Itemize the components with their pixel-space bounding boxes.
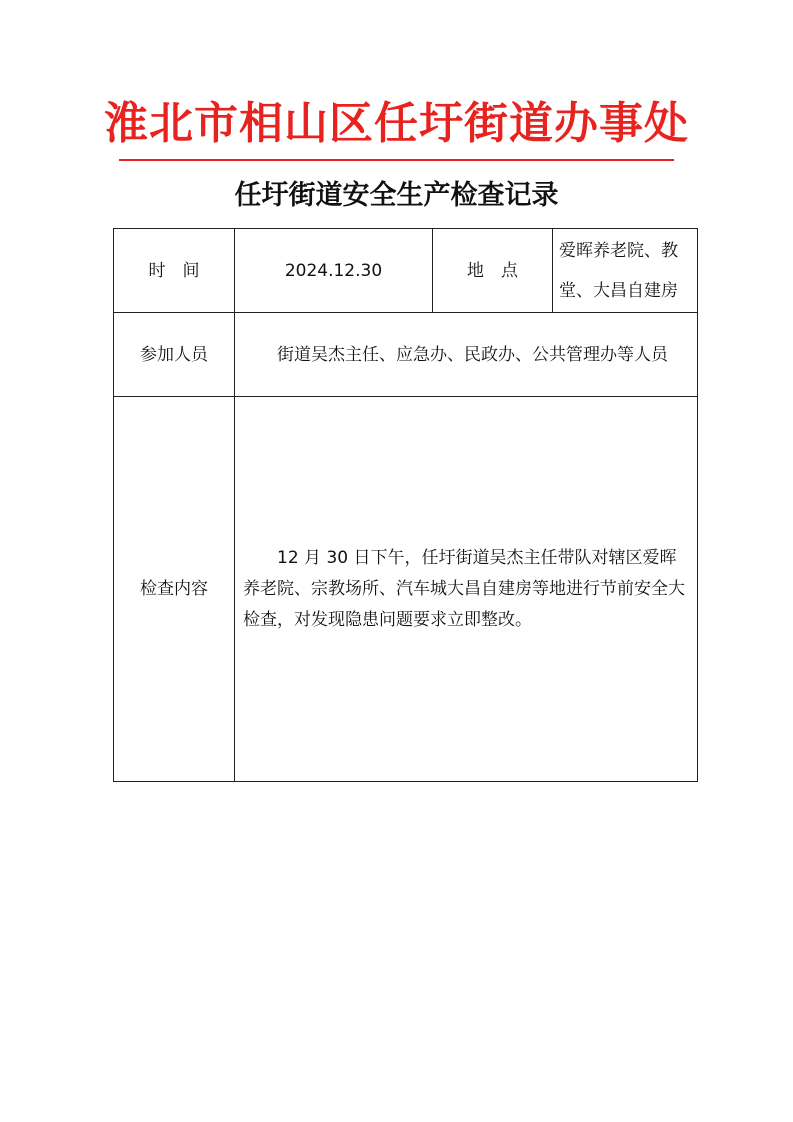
time-value: 2024.12.30: [235, 229, 433, 313]
table-row-content: [114, 397, 698, 782]
time-label: 时 间: [114, 229, 235, 313]
participants-value: 街道吴杰主任、应急办、民政办、公共管理办等人员: [235, 313, 698, 397]
red-divider-line: [119, 159, 674, 161]
participants-label: 参加人员: [114, 313, 235, 397]
content-label: 检查内容: [114, 397, 235, 782]
table-row-participants: [114, 313, 698, 397]
content-value: 12 月 30 日下午，任圩街道吴杰主任带队对辖区爱晖养老院、宗教场所、汽车城大昌自建房等地进行节前安全大检查，对发现隐患问题要求立即整改。: [235, 397, 698, 782]
table-row-time-location: [114, 229, 698, 313]
org-header-title: 淮北市相山区任圩街道办事处: [104, 98, 689, 149]
document-title: 任圩街道安全生产检查记录: [234, 180, 559, 211]
inspection-record-table: [113, 228, 698, 782]
location-value: 爱晖养老院、教堂、大昌自建房: [553, 229, 698, 313]
location-label: 地 点: [433, 229, 553, 313]
